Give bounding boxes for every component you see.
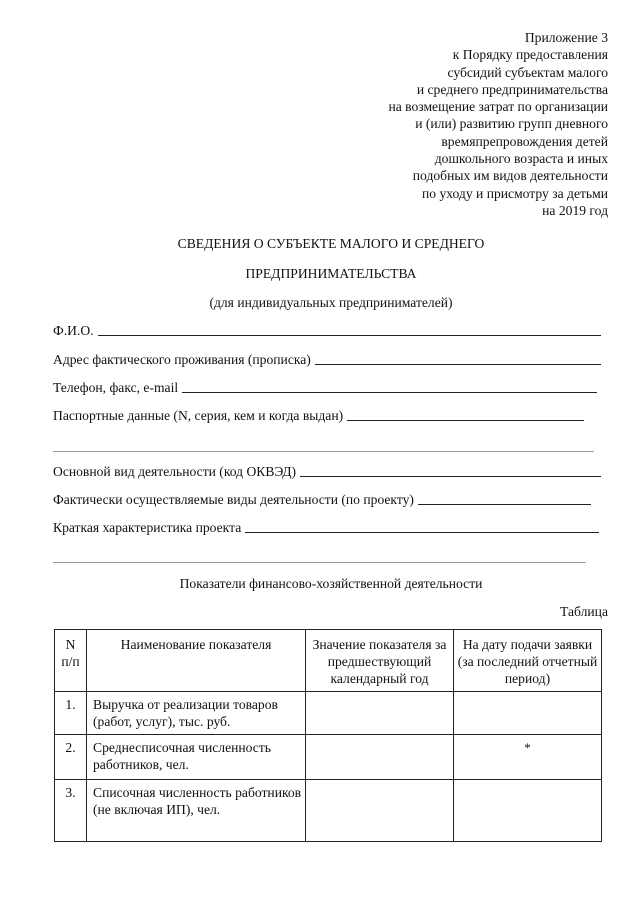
- fio-label: Ф.И.О.: [53, 323, 94, 338]
- document-title-line-1: СВЕДЕНИЯ О СУБЪЕКТЕ МАЛОГО И СРЕДНЕГО: [177, 236, 485, 251]
- appendix-line: и среднего предпринимательства: [416, 81, 608, 97]
- row-number: 2.: [55, 735, 87, 780]
- appendix-line: подобных им видов деятельности: [412, 168, 608, 184]
- table-row: [55, 735, 602, 780]
- document-title-line-2: ПРЕДПРИНИМАТЕЛЬСТВА: [245, 266, 417, 281]
- contacts-field[interactable]: [53, 378, 597, 396]
- appendix-line: по уходу и присмотру за детьми: [421, 185, 608, 201]
- activities-input-line[interactable]: [418, 504, 591, 505]
- row-indicator-name: Списочная численность работников (не включая ИП), чел.: [87, 780, 306, 842]
- okved-field[interactable]: [53, 462, 601, 480]
- contacts-input-line[interactable]: [182, 392, 597, 393]
- header-current-period: На дату подачи заявки (за последний отчетный период): [454, 630, 602, 692]
- row-number: 3.: [55, 780, 87, 842]
- header-name: Наименование показателя: [87, 630, 306, 692]
- row-current-value-cell[interactable]: [454, 780, 602, 842]
- okved-label: Основной вид деятельности (код ОКВЭД): [53, 464, 297, 479]
- contacts-label: Телефон, факс, e-mail: [53, 380, 179, 395]
- appendix-line: на 2019 год: [542, 202, 608, 218]
- activities-label: Фактически осуществляемые виды деятельности (по проекту): [53, 492, 414, 507]
- okved-input-line[interactable]: [300, 476, 601, 477]
- table-label: Таблица: [560, 604, 608, 619]
- appendix-line: дошкольного возраста и иных: [434, 151, 608, 167]
- appendix-line: к Порядку предоставления: [452, 47, 608, 63]
- header-prev-year: Значение показателя за предшествующий календарный год: [306, 630, 454, 692]
- row-prev-value-cell[interactable]: [306, 735, 454, 780]
- row-indicator-name: Среднесписочная численность работников, чел.: [87, 735, 306, 780]
- table-row: [55, 692, 602, 735]
- header-num-line-1: N: [65, 637, 76, 652]
- section-title: Показатели финансово-хозяйственной деятельности: [179, 576, 483, 591]
- project-field[interactable]: [53, 518, 599, 536]
- address-input-line[interactable]: [315, 364, 601, 365]
- header-num-line-2: п/п: [61, 654, 80, 669]
- address-field[interactable]: [53, 350, 601, 368]
- row-current-value-cell[interactable]: *: [454, 735, 602, 780]
- row-number: 1.: [55, 692, 87, 735]
- project-label: Краткая характеристика проекта: [53, 520, 242, 535]
- header-num: [55, 630, 87, 692]
- appendix-line: на возмещение затрат по организации: [388, 99, 608, 115]
- passport-field[interactable]: [53, 406, 584, 424]
- row-prev-value-cell[interactable]: [306, 780, 454, 842]
- fio-field[interactable]: [53, 321, 601, 339]
- appendix-line: и (или) развитию групп дневного: [415, 116, 608, 132]
- row-indicator-name: Выручка от реализации товаров (работ, услуг), тыс. руб.: [87, 692, 306, 735]
- passport-continuation-line[interactable]: [53, 451, 594, 452]
- address-label: Адрес фактического проживания (прописка): [53, 352, 311, 367]
- indicators-table: [54, 629, 602, 842]
- row-prev-value-cell[interactable]: [306, 692, 454, 735]
- fio-input-line[interactable]: [98, 335, 601, 336]
- table-row: [55, 780, 602, 842]
- row-current-value-cell[interactable]: [454, 692, 602, 735]
- table-header-row: [55, 630, 602, 692]
- activities-field[interactable]: [53, 490, 591, 508]
- appendix-note: [308, 29, 608, 219]
- appendix-line: Приложение 3: [524, 30, 608, 45]
- appendix-line: времяпрепровождения детей: [441, 133, 608, 149]
- document-subtitle: (для индивидуальных предпринимателей): [209, 295, 453, 310]
- passport-label: Паспортные данные (N, серия, кем и когда выдан): [53, 408, 344, 423]
- passport-input-line[interactable]: [347, 420, 584, 421]
- project-input-line[interactable]: [245, 532, 599, 533]
- appendix-line: субсидий субъектам малого: [447, 64, 608, 80]
- project-continuation-line[interactable]: [53, 562, 586, 563]
